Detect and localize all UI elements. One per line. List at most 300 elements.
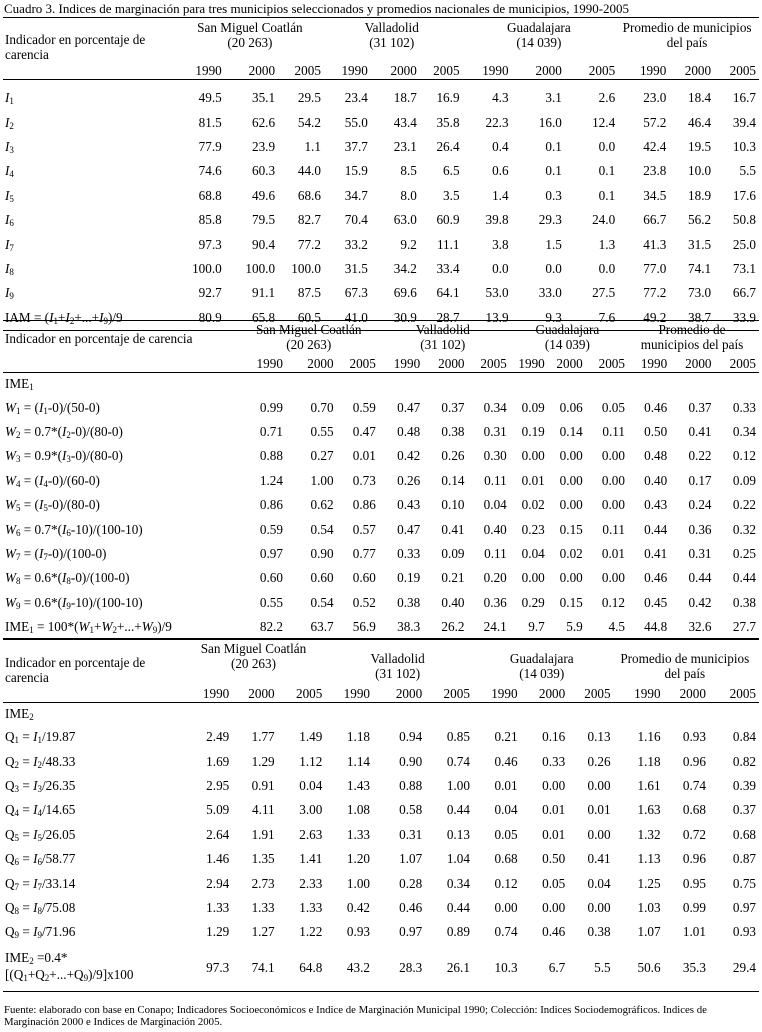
- indicator-header: Indicador en porcentaje de carencia: [5, 655, 146, 685]
- table-cell: 0.88: [259, 448, 283, 464]
- table-cell: 0.41: [441, 521, 465, 537]
- year: 2000: [423, 355, 467, 373]
- table-cell: 0.45: [644, 594, 668, 610]
- table-cell: 0.89: [446, 924, 470, 940]
- table-cell: 3.00: [299, 802, 323, 818]
- table-cell: 28.7: [420, 306, 463, 331]
- table-cell: 0.1: [598, 187, 616, 203]
- year: 2000: [232, 685, 277, 703]
- row-label: $I_6$: [5, 212, 14, 229]
- table-cell: 2.73: [251, 875, 275, 891]
- table-cell: 0.99: [682, 899, 706, 915]
- table-cell: 0.34: [732, 423, 756, 439]
- table-cell: 31.5: [688, 236, 712, 252]
- table-cell: 2.94: [206, 875, 230, 891]
- table-cell: 0.21: [441, 570, 465, 586]
- table-cell: 0.15: [559, 594, 583, 610]
- year: 1990: [510, 355, 548, 373]
- table-cell: 1.4: [492, 187, 509, 203]
- table-cell: 1.33: [299, 899, 323, 915]
- table-cell: 100.0: [245, 260, 276, 276]
- table-cell: 0.21: [494, 729, 518, 745]
- year: 2005: [568, 685, 613, 703]
- year: 2000: [512, 62, 565, 80]
- row-label: IAM = $(I_1+I_2+...+I_9)/9$: [3, 306, 179, 331]
- table-cell: 0.26: [441, 448, 465, 464]
- table-cell: 53.0: [485, 285, 509, 301]
- group-promedio: [614, 639, 759, 686]
- table-cell: 0.04: [494, 802, 518, 818]
- table-cell: 0.00: [601, 497, 625, 513]
- table-cell: 0.44: [446, 899, 470, 915]
- year: 1990: [618, 62, 669, 80]
- table-cell: 80.9: [179, 306, 225, 331]
- section-iam-table: [3, 17, 759, 331]
- table-cell: 39.4: [732, 114, 756, 130]
- table-cell: 0.00: [559, 448, 583, 464]
- table-cell: 0.00: [587, 899, 611, 915]
- table-cell: 0.46: [644, 570, 668, 586]
- section-ime1-body: [3, 395, 759, 639]
- table-cell: 0.13: [587, 729, 611, 745]
- table-cell: 74.6: [198, 163, 222, 179]
- table-cell: 26.1: [425, 945, 473, 992]
- table-cell: 50.6: [614, 945, 664, 992]
- table-cell: 0.48: [397, 423, 421, 439]
- row-label: $I_1$: [5, 90, 14, 107]
- table-cell: 0.68: [682, 802, 706, 818]
- table-cell: 6.5: [443, 163, 460, 179]
- table-cell: 15.9: [344, 163, 368, 179]
- row-label: $W_8 = 0.6*(I_8-0)/(100-0)$: [5, 570, 130, 587]
- table-cell: 6.7: [521, 945, 569, 992]
- table-row: [3, 281, 759, 305]
- year: 2000: [670, 355, 714, 373]
- row-label: $Q_5 = I_5/26.05$: [5, 826, 76, 843]
- table-cell: 0.26: [587, 753, 611, 769]
- table-cell: 1.00: [446, 777, 470, 793]
- table-cell: 4.11: [252, 802, 275, 818]
- table-cell: 68.6: [297, 187, 321, 203]
- table-cell: 0.44: [688, 570, 712, 586]
- table-cell: 49.2: [618, 306, 669, 331]
- table-cell: 0.00: [521, 448, 545, 464]
- year: 2005: [565, 62, 618, 80]
- table-cell: 0.95: [682, 875, 706, 891]
- table-cell: 0.3: [545, 187, 562, 203]
- table-cell: 1.46: [206, 851, 230, 867]
- table-cell: 0.50: [644, 423, 668, 439]
- table-cell: 1.00: [310, 472, 334, 488]
- group-pop: (31 102): [375, 666, 421, 681]
- table-row: [3, 542, 759, 566]
- table-cell: 0.97: [399, 924, 423, 940]
- table-cell: 38.3: [379, 615, 423, 640]
- table-cell: 2.63: [299, 826, 323, 842]
- table-cell: 23.9: [251, 138, 276, 154]
- table-cell: 1.61: [637, 777, 661, 793]
- table-cell: 26.2: [423, 615, 467, 640]
- table-cell: 24.0: [592, 212, 616, 228]
- table-row: [3, 110, 759, 134]
- table-cell: 0.12: [732, 448, 756, 464]
- table-cell: 0.10: [441, 497, 465, 513]
- table-cell: 5.09: [206, 802, 230, 818]
- table-cell: 0.42: [688, 594, 712, 610]
- table-cell: 0.00: [542, 777, 566, 793]
- table-cell: 29.3: [538, 212, 562, 228]
- table-cell: 2.33: [299, 875, 323, 891]
- table-cell: 1.91: [251, 826, 275, 842]
- row-label: $IME_1 = 100*(W_1+W_2+...+W_9)/9$: [3, 615, 242, 640]
- table-cell: 49.5: [198, 90, 222, 106]
- table-cell: 27.5: [592, 285, 616, 301]
- table-cell: 97.3: [198, 236, 222, 252]
- table-title: Cuadro 3. Indices de marginación para tres municipios seleccionados y promedios nacionales de municipios, 1990-2005: [4, 1, 630, 16]
- table-cell: 1.13: [637, 851, 661, 867]
- table-cell: 1.18: [346, 729, 370, 745]
- row-label: $W_4 = (I_4-0)/(60-0)$: [5, 472, 100, 489]
- table-cell: 24.1: [468, 615, 510, 640]
- table-row: [3, 184, 759, 208]
- year: 1990: [325, 685, 373, 703]
- table-cell: 0.70: [310, 399, 334, 415]
- row-label: $I_4$: [5, 163, 14, 180]
- year: 2005: [709, 685, 759, 703]
- table-cell: 33.2: [344, 236, 368, 252]
- table-cell: 0.0: [598, 260, 616, 276]
- table-cell: 1.69: [206, 753, 230, 769]
- table-cell: 1.29: [251, 753, 275, 769]
- table-cell: 0.01: [542, 802, 566, 818]
- table-cell: 81.5: [198, 114, 222, 130]
- table-cell: 0.58: [399, 802, 423, 818]
- table-cell: 3.1: [545, 90, 562, 106]
- group-guadalajara: [510, 321, 628, 356]
- table-cell: 0.43: [397, 497, 421, 513]
- table-cell: 1.29: [206, 924, 230, 940]
- table-cell: 100.0: [291, 260, 321, 276]
- year: 2000: [669, 62, 714, 80]
- table-cell: 74.1: [688, 260, 712, 276]
- year: 1990: [463, 62, 512, 80]
- table-cell: 0.4: [492, 138, 509, 154]
- group-name: Promedio de municipios del país: [640, 322, 744, 352]
- table-cell: 35.8: [436, 114, 460, 130]
- table-cell: 74.1: [232, 945, 277, 992]
- table-cell: 0.1: [545, 138, 562, 154]
- group-guadalajara: [473, 639, 614, 686]
- table-cell: 54.2: [297, 114, 321, 130]
- table-cell: 0.01: [521, 472, 545, 488]
- year: 1990: [628, 355, 670, 373]
- table-cell: 0.6: [492, 163, 509, 179]
- table-cell: 0.82: [732, 753, 756, 769]
- table-cell: 70.4: [344, 212, 368, 228]
- table-cell: 0.00: [542, 899, 566, 915]
- table-cell: 0.31: [483, 423, 507, 439]
- table-cell: 0.00: [587, 777, 611, 793]
- ime2-heading: $IME_2$: [5, 706, 34, 722]
- table-row: [3, 774, 759, 798]
- table-cell: 0.36: [483, 594, 507, 610]
- table-cell: 0.97: [732, 899, 756, 915]
- table-cell: 1.18: [637, 753, 661, 769]
- table-cell: 68.8: [198, 187, 222, 203]
- table-cell: 2.49: [206, 729, 230, 745]
- table-cell: 0.11: [602, 423, 625, 439]
- table-cell: 0.74: [494, 924, 518, 940]
- table-cell: 4.5: [586, 615, 628, 640]
- table-cell: 1.25: [637, 875, 661, 891]
- table-cell: 1.04: [446, 851, 470, 867]
- table-cell: 0.04: [483, 497, 507, 513]
- table-cell: 60.9: [436, 212, 460, 228]
- table-cell: 29.5: [297, 90, 321, 106]
- year: 2005: [337, 355, 379, 373]
- table-cell: 60.5: [278, 306, 324, 331]
- table-cell: 34.7: [344, 187, 368, 203]
- table-cell: 27.7: [715, 615, 759, 640]
- table-cell: 63.0: [393, 212, 417, 228]
- row-label: $W_9 = 0.6*(I_9-10)/(100-10)$: [5, 594, 143, 611]
- table-cell: 100.0: [192, 260, 222, 276]
- table-cell: 0.36: [688, 521, 712, 537]
- table-cell: 34.5: [643, 187, 667, 203]
- table-cell: 0.42: [397, 448, 421, 464]
- table-cell: 4.3: [492, 90, 509, 106]
- table-cell: 0.87: [732, 851, 756, 867]
- table-row: [3, 823, 759, 847]
- table-cell: 55.0: [344, 114, 368, 130]
- table-cell: 5.5: [739, 163, 756, 179]
- table-cell: 2.95: [206, 777, 230, 793]
- table-cell: 22.3: [485, 114, 509, 130]
- table-cell: 0.37: [732, 802, 756, 818]
- table-row: [3, 469, 759, 493]
- table-row: [3, 232, 759, 256]
- table-cell: 1.35: [251, 851, 275, 867]
- year: 2005: [714, 62, 759, 80]
- table-cell: 0.38: [732, 594, 756, 610]
- table-cell: 66.7: [643, 212, 667, 228]
- table-cell: 0.71: [259, 423, 283, 439]
- table-cell: 0.09: [441, 545, 465, 561]
- table-cell: 18.9: [688, 187, 712, 203]
- table-cell: 1.08: [346, 802, 370, 818]
- group-pop: (20 263): [230, 656, 276, 671]
- group-pop: (14 039): [516, 35, 562, 50]
- table-cell: 0.37: [688, 399, 712, 415]
- table-cell: 62.6: [251, 114, 276, 130]
- table-row: [3, 615, 759, 640]
- indicator-header: Indicador en porcentaje de carencia: [5, 32, 146, 62]
- table-cell: 2.6: [598, 90, 616, 106]
- table-cell: 0.0: [492, 260, 509, 276]
- table-cell: 39.8: [485, 212, 509, 228]
- table-row: [3, 257, 759, 281]
- table-cell: 23.1: [393, 138, 417, 154]
- table-cell: 41.3: [643, 236, 667, 252]
- table-cell: 16.7: [732, 90, 756, 106]
- table-cell: 0.93: [682, 729, 706, 745]
- table-row: [3, 444, 759, 468]
- table-cell: 33.0: [538, 285, 562, 301]
- table-cell: 0.54: [310, 594, 334, 610]
- table-row: [3, 871, 759, 895]
- table-cell: 0.60: [259, 570, 283, 586]
- table-cell: 0.40: [644, 472, 668, 488]
- group-pop: (14 039): [519, 666, 565, 681]
- table-cell: 0.90: [310, 545, 334, 561]
- table-cell: 10.3: [732, 138, 756, 154]
- table-cell: 31.5: [344, 260, 368, 276]
- table-cell: 0.30: [483, 448, 507, 464]
- table-cell: 3.8: [492, 236, 509, 252]
- table-cell: 23.0: [643, 90, 667, 106]
- table-cell: 1.00: [346, 875, 370, 891]
- table-cell: 7.6: [565, 306, 618, 331]
- year: 1990: [473, 685, 521, 703]
- year: 2000: [373, 685, 425, 703]
- table-cell: 1.32: [637, 826, 661, 842]
- table-cell: 0.22: [732, 497, 756, 513]
- row-label: $Q_9 = I_9/71.96$: [5, 924, 76, 941]
- table-cell: 1.27: [251, 924, 275, 940]
- row-label: $Q_1 = I_1/19.87$: [5, 729, 76, 746]
- row-label: $Q_7 = I_7/33.14$: [5, 875, 76, 892]
- table-cell: 0.0: [545, 260, 562, 276]
- row-label: $I_5$: [5, 187, 14, 204]
- table-cell: 1.33: [251, 899, 275, 915]
- table-cell: 0.55: [310, 423, 334, 439]
- table-cell: 0.11: [484, 472, 507, 488]
- table-cell: 0.05: [494, 826, 518, 842]
- table-cell: 91.1: [251, 285, 276, 301]
- year-row: [3, 62, 759, 80]
- group-name: Valladolid: [415, 322, 470, 337]
- table-cell: 82.2: [242, 615, 286, 640]
- table-cell: 44.8: [628, 615, 670, 640]
- table-cell: 69.6: [393, 285, 417, 301]
- group-header-row: [3, 18, 759, 63]
- table-cell: 0.00: [601, 570, 625, 586]
- table-cell: 0.97: [259, 545, 283, 561]
- table-row: [3, 749, 759, 773]
- table-cell: 9.7: [510, 615, 548, 640]
- table-cell: 0.73: [352, 472, 376, 488]
- row-label: $I_8$: [5, 260, 14, 277]
- group-san-miguel: [242, 321, 379, 356]
- table-cell: 57.2: [643, 114, 667, 130]
- table-cell: 0.29: [521, 594, 545, 610]
- row-label: $I_2$: [5, 114, 14, 131]
- row-label: $W_2 = 0.7*(I_2-0)/(80-0)$: [5, 423, 123, 440]
- table-cell: 0.0: [598, 138, 616, 154]
- table-cell: 0.39: [732, 777, 756, 793]
- table-cell: 46.4: [688, 114, 712, 130]
- group-name: Valladolid: [364, 20, 419, 35]
- group-promedio: [618, 18, 759, 63]
- table-cell: 8.0: [400, 187, 417, 203]
- group-name: San Miguel Coatlán: [200, 641, 307, 656]
- table-cell: 0.00: [559, 472, 583, 488]
- row-label: $W_7 = (I_7-0)/(100-0)$: [5, 545, 107, 562]
- table-cell: 1.16: [637, 729, 661, 745]
- group-name: Promedio de municipios del país: [622, 20, 752, 50]
- table-row: [3, 591, 759, 615]
- table-cell: 0.40: [483, 521, 507, 537]
- group-name: San Miguel Coatlán: [197, 20, 303, 35]
- table-cell: 87.5: [297, 285, 321, 301]
- table-row: [3, 420, 759, 444]
- table-cell: 0.23: [521, 521, 545, 537]
- table-cell: 56.2: [688, 212, 712, 228]
- group-name: San Miguel Coatlán: [255, 322, 362, 337]
- row-label: $W_6 = 0.7*(I_6-10)/(100-10)$: [5, 521, 143, 538]
- table-cell: 11.1: [436, 236, 460, 252]
- table-cell: 0.75: [732, 875, 756, 891]
- table-cell: 0.59: [352, 399, 376, 415]
- table-cell: 0.60: [352, 570, 376, 586]
- table-cell: 0.1: [545, 163, 562, 179]
- year: 2005: [715, 355, 759, 373]
- table-row: [3, 208, 759, 232]
- table-cell: 0.38: [441, 423, 465, 439]
- row-label: $W_3 = 0.9*(I_3-0)/(80-0)$: [5, 448, 123, 465]
- year: 2000: [664, 685, 709, 703]
- table-row: [3, 798, 759, 822]
- table-cell: 65.8: [225, 306, 278, 331]
- table-cell: 0.1: [598, 163, 616, 179]
- year: 1990: [242, 355, 286, 373]
- table-cell: 0.22: [688, 448, 712, 464]
- row-label: $I_7$: [5, 236, 14, 253]
- table-cell: 0.19: [521, 423, 545, 439]
- table-cell: 38.7: [669, 306, 714, 331]
- table-cell: 0.91: [251, 777, 275, 793]
- group-san-miguel: [179, 18, 324, 63]
- table-cell: 0.86: [352, 497, 376, 513]
- group-name: Guadalajara: [535, 322, 600, 337]
- table-cell: 73.0: [688, 285, 712, 301]
- group-valladolid: [324, 18, 463, 63]
- table-cell: 0.31: [688, 545, 712, 561]
- group-pop: (31 102): [420, 337, 466, 352]
- table-cell: 0.42: [346, 899, 370, 915]
- table-cell: 0.33: [397, 545, 421, 561]
- table-cell: 1.01: [682, 924, 706, 940]
- table-cell: 41.0: [324, 306, 371, 331]
- table-cell: 0.01: [352, 448, 376, 464]
- group-valladolid: [325, 639, 473, 686]
- table-cell: 0.26: [397, 472, 421, 488]
- table-cell: 0.24: [688, 497, 712, 513]
- year: 1990: [324, 62, 371, 80]
- table-cell: 0.41: [587, 851, 611, 867]
- table-cell: 43.2: [325, 945, 373, 992]
- table-cell: 0.93: [346, 924, 370, 940]
- table-cell: 77.0: [643, 260, 667, 276]
- table-cell: 0.04: [521, 545, 545, 561]
- table-cell: 0.44: [644, 521, 668, 537]
- table-cell: 17.6: [732, 187, 756, 203]
- table-cell: 0.62: [310, 497, 334, 513]
- table-cell: 26.4: [436, 138, 460, 154]
- table-cell: 5.9: [548, 615, 586, 640]
- table-cell: 77.2: [297, 236, 321, 252]
- year: 1990: [614, 685, 664, 703]
